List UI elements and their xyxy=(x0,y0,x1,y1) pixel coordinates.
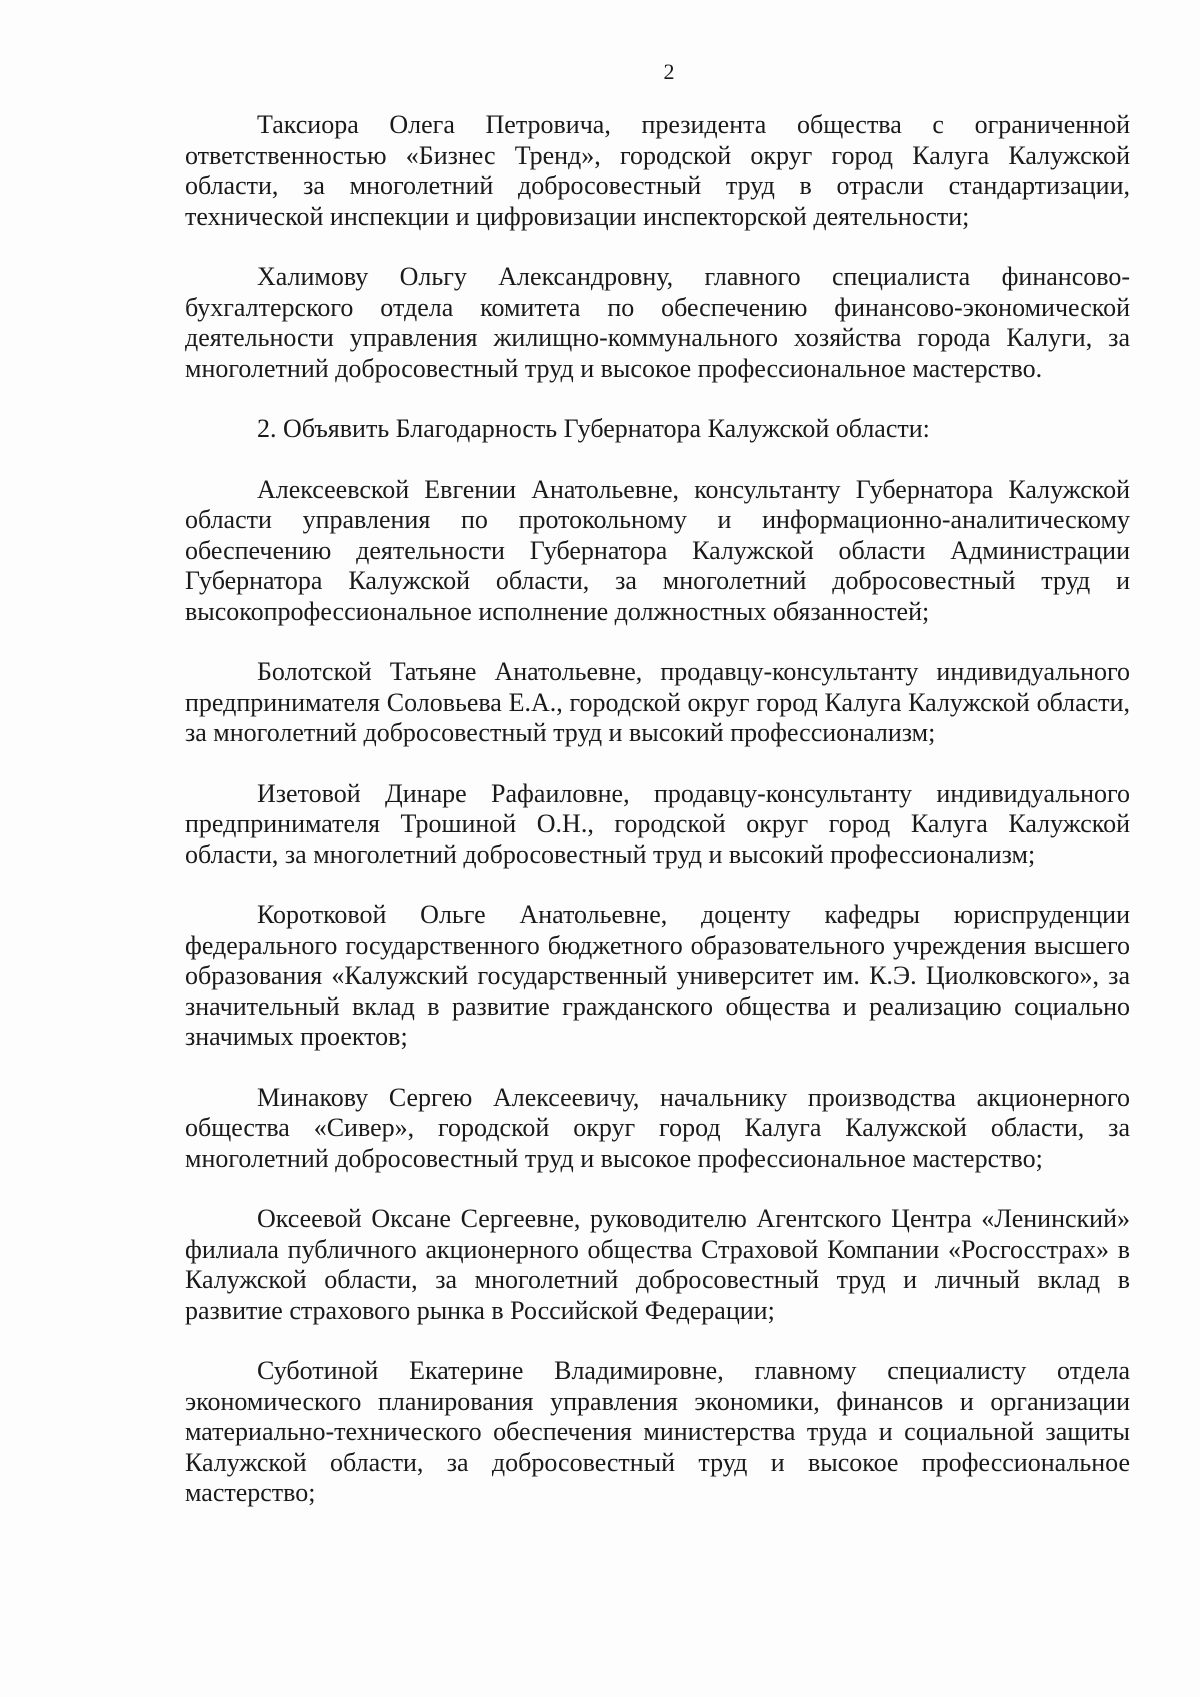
award-entry-taksiora: Таксиора Олега Петровича, президента общества с ограниченной ответственностью «Бизнес Тренд», городской округ город Калуга Калужской области, за многолетний добросовестный труд в отрасли стандартизации, технической инспекции и цифровизации инспекторской деятельности; xyxy=(185,110,1130,231)
award-entry-khalimova: Халимову Ольгу Александровну, главного специалиста финансово-бухгалтерского отдела комитета по обеспечению финансово-экономической деятельности управления жилищно-коммунального хозяйства города Калуги, за многолетний добросовестный труд и высокое профессиональное мастерство. xyxy=(185,262,1130,383)
page-number: 2 xyxy=(663,59,675,84)
gratitude-entry-minakov: Минакову Сергею Алексеевичу, начальнику производства акционерного общества «Сивер», городской округ город Калуга Калужской области, за многолетний добросовестный труд и высокое профессиональное мастерство; xyxy=(185,1082,1130,1173)
section-heading-gratitude: 2. Объявить Благодарность Губернатора Калужской области: xyxy=(257,414,930,443)
document-body xyxy=(185,110,1130,1539)
gratitude-entry-okseeva: Оксеевой Оксане Сергеевне, руководителю Агентского Центра «Ленинский» филиала публичного акционерного общества Страховой Компании «Росгосстрах» в Калужской области, за многолетний добросовестный труд и личный вклад в развитие страхового рынка в Российской Федерации; xyxy=(185,1204,1130,1325)
gratitude-entry-bolotskaya: Болотской Татьяне Анатольевне, продавцу-консультанту индивидуального предпринимателя Соловьева Е.А., городской округ город Калуга Калужской области, за многолетний добросовестный труд и высокий профессионализм; xyxy=(185,657,1130,747)
gratitude-entry-subotina: Суботиной Екатерине Владимировне, главному специалисту отдела экономического планирования управления экономики, финансов и организации материально-технического обеспечения министерства труда и социальной защиты Калужской области, за добросовестный труд и высокое профессиональное мастерство; xyxy=(185,1356,1130,1507)
gratitude-entry-alekseevskaya: Алексеевской Евгении Анатольевне, консультанту Губернатора Калужской области управления по протокольному и информационно-аналитическому обеспечению деятельности Губернатора Калужской области Администрации Губернатора Калужской области, за многолетний добросовестный труд и высокопрофессиональное исполнение должностных обязанностей; xyxy=(185,474,1130,626)
gratitude-entry-izetova: Изетовой Динаре Рафаиловне, продавцу-консультанту индивидуального предпринимателя Трошиной О.Н., городской округ город Калуга Калужской области, за многолетний добросовестный труд и высокий профессионализм; xyxy=(185,778,1130,869)
gratitude-entry-korotkova: Коротковой Ольге Анатольевне, доценту кафедры юриспруденции федерального государственного бюджетного образовательного учреждения высшего образования «Калужский государственный университет им. К.Э. Циолковского», за значительный вклад в развитие гражданского общества и реализацию социально значимых проектов; xyxy=(185,900,1130,1051)
